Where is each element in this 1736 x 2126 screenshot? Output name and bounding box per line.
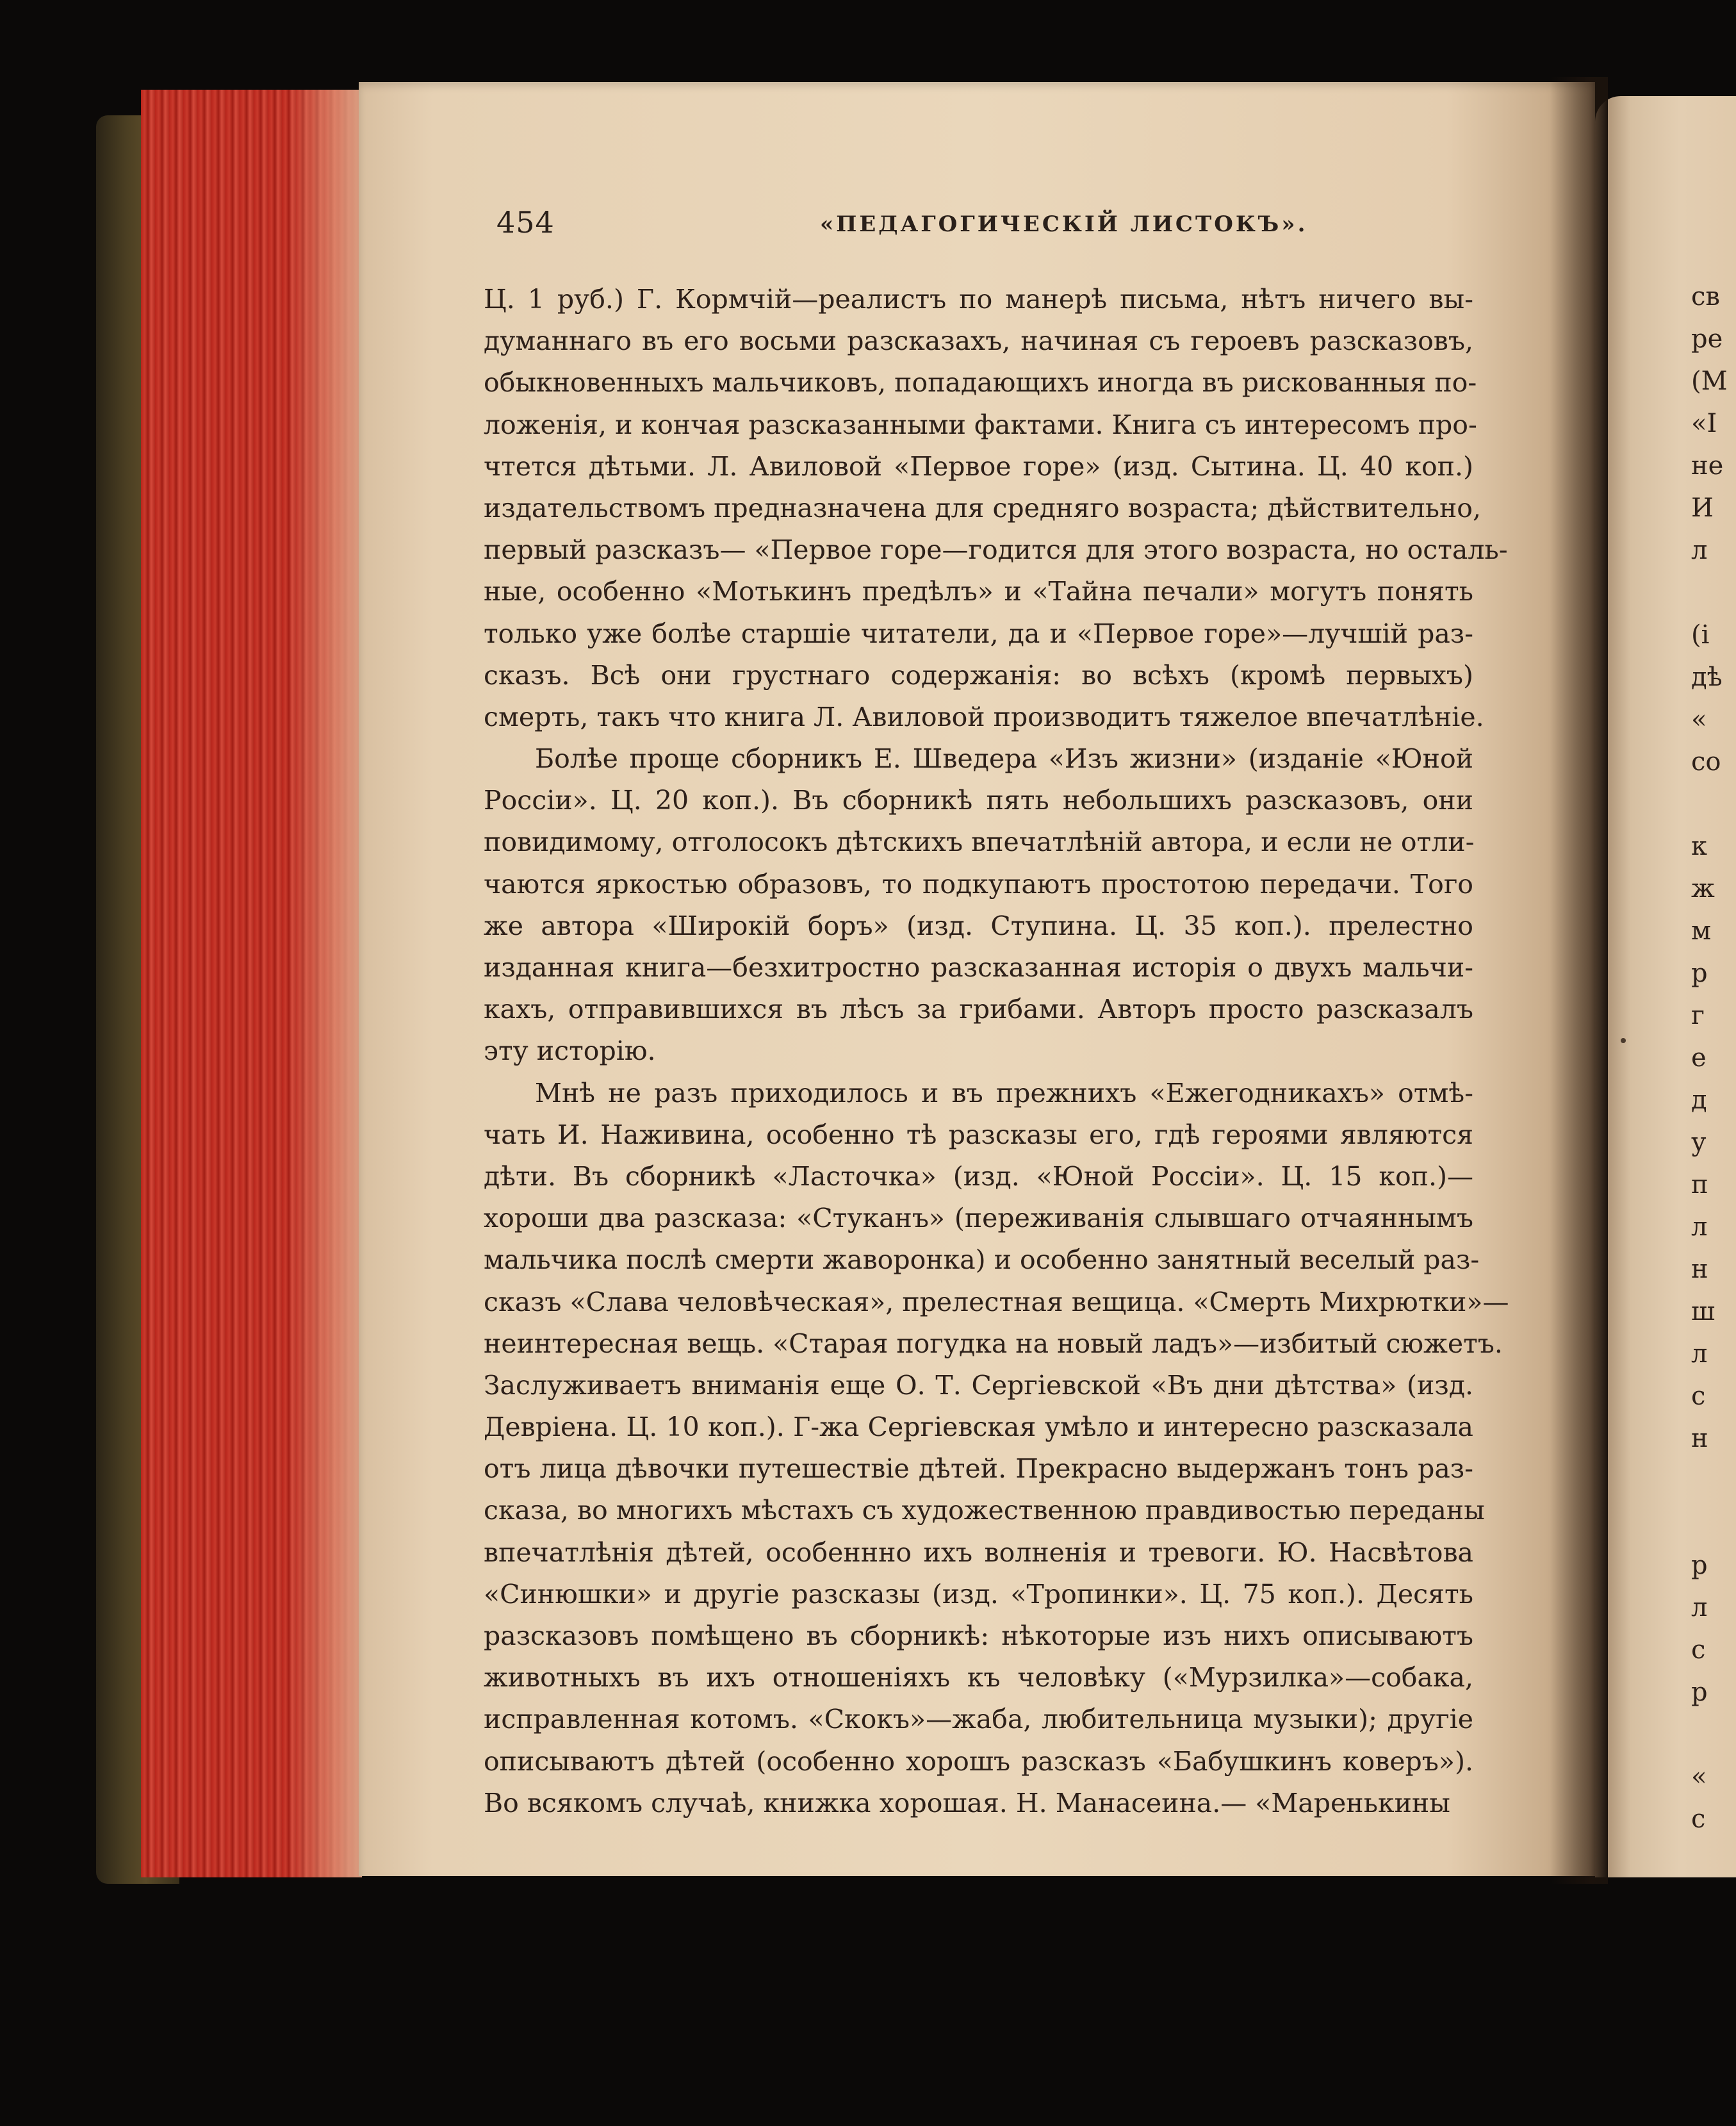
text-line: ложенія, и кончая разсказанными фактами. Книга съ интересомъ про-	[484, 409, 1477, 440]
fragment: п	[1691, 1170, 1708, 1199]
fragment: м	[1691, 916, 1712, 946]
fragment: л	[1691, 536, 1708, 565]
fragment: дѣ	[1691, 663, 1723, 692]
text-line: чаются яркостью образовъ, то подкупаютъ простотою передачи. Того	[484, 868, 1473, 900]
fragment: ре	[1691, 324, 1723, 354]
text-line: Мнѣ не разъ приходилось и въ прежнихъ «Ежегодникахъ» отмѣ-	[535, 1077, 1473, 1108]
fragment	[1691, 1713, 1722, 1756]
fragment: с	[1691, 1635, 1706, 1665]
fragment: «I	[1691, 409, 1717, 438]
text-line: повидимому, отголосокъ дѣтскихъ впечатлѣній автора, и если не отли-	[484, 827, 1475, 858]
right-page-text	[1691, 276, 1728, 1840]
fragment: у	[1691, 1128, 1707, 1157]
text-line: исправленная котомъ. «Скокъ»—жаба, любительница музыки); другіе	[484, 1704, 1473, 1735]
fragment: л	[1691, 1593, 1708, 1622]
fragment: д	[1691, 1085, 1707, 1115]
text-line: же автора «Широкій боръ» (изд. Ступина. Ц. 35 коп.). прелестно	[484, 910, 1473, 941]
text-line: думаннаго въ его восьми разсказахъ, начиная съ героевъ разсказовъ,	[484, 325, 1473, 357]
text-line: издательствомъ предназначена для средняго возраста; дѣйствительно,	[484, 492, 1482, 523]
fragment: «	[1691, 1762, 1707, 1792]
text-line: сказъ. Всѣ они грустнаго содержанія: во всѣхъ (кромѣ первыхъ)	[484, 659, 1473, 691]
text-line: неинтересная вещь. «Старая погудка на новый ладъ»—избитый сюжетъ.	[484, 1328, 1503, 1359]
running-head	[496, 205, 1470, 243]
fragment	[1691, 1502, 1722, 1544]
fragment: р	[1691, 1677, 1708, 1707]
fragment: н	[1691, 1255, 1708, 1284]
fragment: г	[1691, 1001, 1705, 1030]
text-line: сказъ «Слава человѣческая», прелестная вещица. «Смерть Михрютки»—	[484, 1286, 1509, 1317]
fragment	[1691, 572, 1722, 614]
text-line: Ц. 1 руб.) Г. Кормчій—реалистъ по манерѣ письма, нѣтъ ничего вы-	[484, 284, 1473, 315]
fragment: ш	[1691, 1297, 1716, 1326]
text-line: изданная книга—безхитростно разсказанная исторія о двухъ мальчи-	[484, 952, 1473, 983]
paper-speck	[1621, 1038, 1626, 1043]
fragment	[1691, 1460, 1722, 1502]
journal-title: «ПЕДАГОГИЧЕСКІЙ ЛИСТОКЪ».	[820, 211, 1308, 237]
text-line: обыкновенныхъ мальчиковъ, попадающихъ иногда въ рискованныя по-	[484, 367, 1477, 399]
text-line: описываютъ дѣтей (особенно хорошъ разсказъ «Бабушкинъ коверъ»).	[484, 1745, 1473, 1777]
text-line: отъ лица дѣвочки путешествіе дѣтей. Прекрасно выдержанъ тонъ раз-	[484, 1453, 1473, 1485]
body-text	[484, 279, 1509, 1824]
fragment: со	[1691, 747, 1721, 777]
fragment: с	[1691, 1381, 1706, 1411]
text-line: чтется дѣтьми. Л. Авиловой «Первое горе» (изд. Сытина. Ц. 40 коп.)	[484, 450, 1473, 482]
fragment: с	[1691, 1804, 1706, 1834]
text-line: Заслуживаетъ вниманія еще О. Т. Сергіевской «Въ дни дѣтства» (изд.	[484, 1369, 1473, 1401]
fragment: л	[1691, 1212, 1708, 1242]
fragment: «	[1691, 705, 1707, 734]
fragment	[1691, 783, 1722, 825]
text-line: впечатлѣнія дѣтей, особеннно ихъ волненія и тревоги. Ю. Насвѣтова	[484, 1537, 1473, 1568]
fragment: к	[1691, 832, 1707, 861]
fragment: св	[1691, 282, 1720, 311]
text-line: смерть, такъ что книга Л. Авиловой производитъ тяжелое впечатлѣніе.	[484, 701, 1484, 732]
page-number: 454	[496, 205, 555, 240]
text-line: дѣти. Въ сборникѣ «Ласточка» (изд. «Юной Россіи». Ц. 15 коп.)—	[484, 1160, 1473, 1192]
text-line: Болѣе проще сборникъ Е. Шведера «Изъ жизни» (изданіе «Юной	[535, 743, 1473, 775]
text-line: первый разсказъ— «Первое горе—годится для этого возраста, но осталь-	[484, 534, 1508, 566]
fragment: не	[1691, 451, 1724, 481]
text-line: чать И. Наживина, особенно тѣ разсказы его, гдѣ героями являются	[484, 1119, 1473, 1150]
text-line: Во всякомъ случаѣ, книжка хорошая. Н. Манасеина.— «Маренькины	[484, 1787, 1450, 1818]
text-line: животныхъ въ ихъ отношеніяхъ къ человѣку («Мурзилка»—собака,	[484, 1662, 1473, 1693]
text-line: Россіи». Ц. 20 коп.). Въ сборникѣ пять небольшихъ разсказовъ, они	[484, 785, 1473, 816]
text-line: кахъ, отправившихся въ лѣсъ за грибами. Авторъ просто разсказалъ	[484, 994, 1473, 1025]
text-line: ные, особенно «Мотькинъ предѣлъ» и «Тайна печали» могутъ понять	[484, 576, 1473, 607]
fragment: И	[1691, 493, 1714, 523]
fragment: р	[1691, 959, 1708, 988]
fragment: н	[1691, 1424, 1708, 1453]
text-line: «Синюшки» и другіе разсказы (изд. «Тропинки». Ц. 75 коп.). Десять	[484, 1578, 1473, 1610]
page-edges-fade	[288, 90, 362, 1877]
fragment: р	[1691, 1551, 1708, 1580]
text-line: эту исторію.	[484, 1035, 656, 1067]
text-line: Девріена. Ц. 10 коп.). Г-жа Сергіевская умѣло и интересно разсказала	[484, 1412, 1473, 1443]
fragment: е	[1691, 1043, 1707, 1073]
fragment: ж	[1691, 874, 1715, 903]
fragment: (М	[1691, 367, 1728, 396]
text-line: только уже болѣе старшіе читатели, да и «Первое горе»—лучшій раз-	[484, 618, 1473, 649]
text-line: хороши два разсказа: «Стуканъ» (переживанія слывшаго отчаяннымъ	[484, 1203, 1473, 1234]
text-line: мальчика послѣ смерти жаворонка) и особенно занятный веселый раз-	[484, 1244, 1480, 1276]
text-line: разсказовъ помѣщено въ сборникѣ: нѣкоторые изъ нихъ описываютъ	[484, 1620, 1473, 1651]
fragment: л	[1691, 1339, 1708, 1369]
fragment: (і	[1691, 620, 1710, 650]
book-gutter	[1550, 77, 1608, 1884]
text-line: сказа, во многихъ мѣстахъ съ художественною правдивостью переданы	[484, 1495, 1485, 1526]
